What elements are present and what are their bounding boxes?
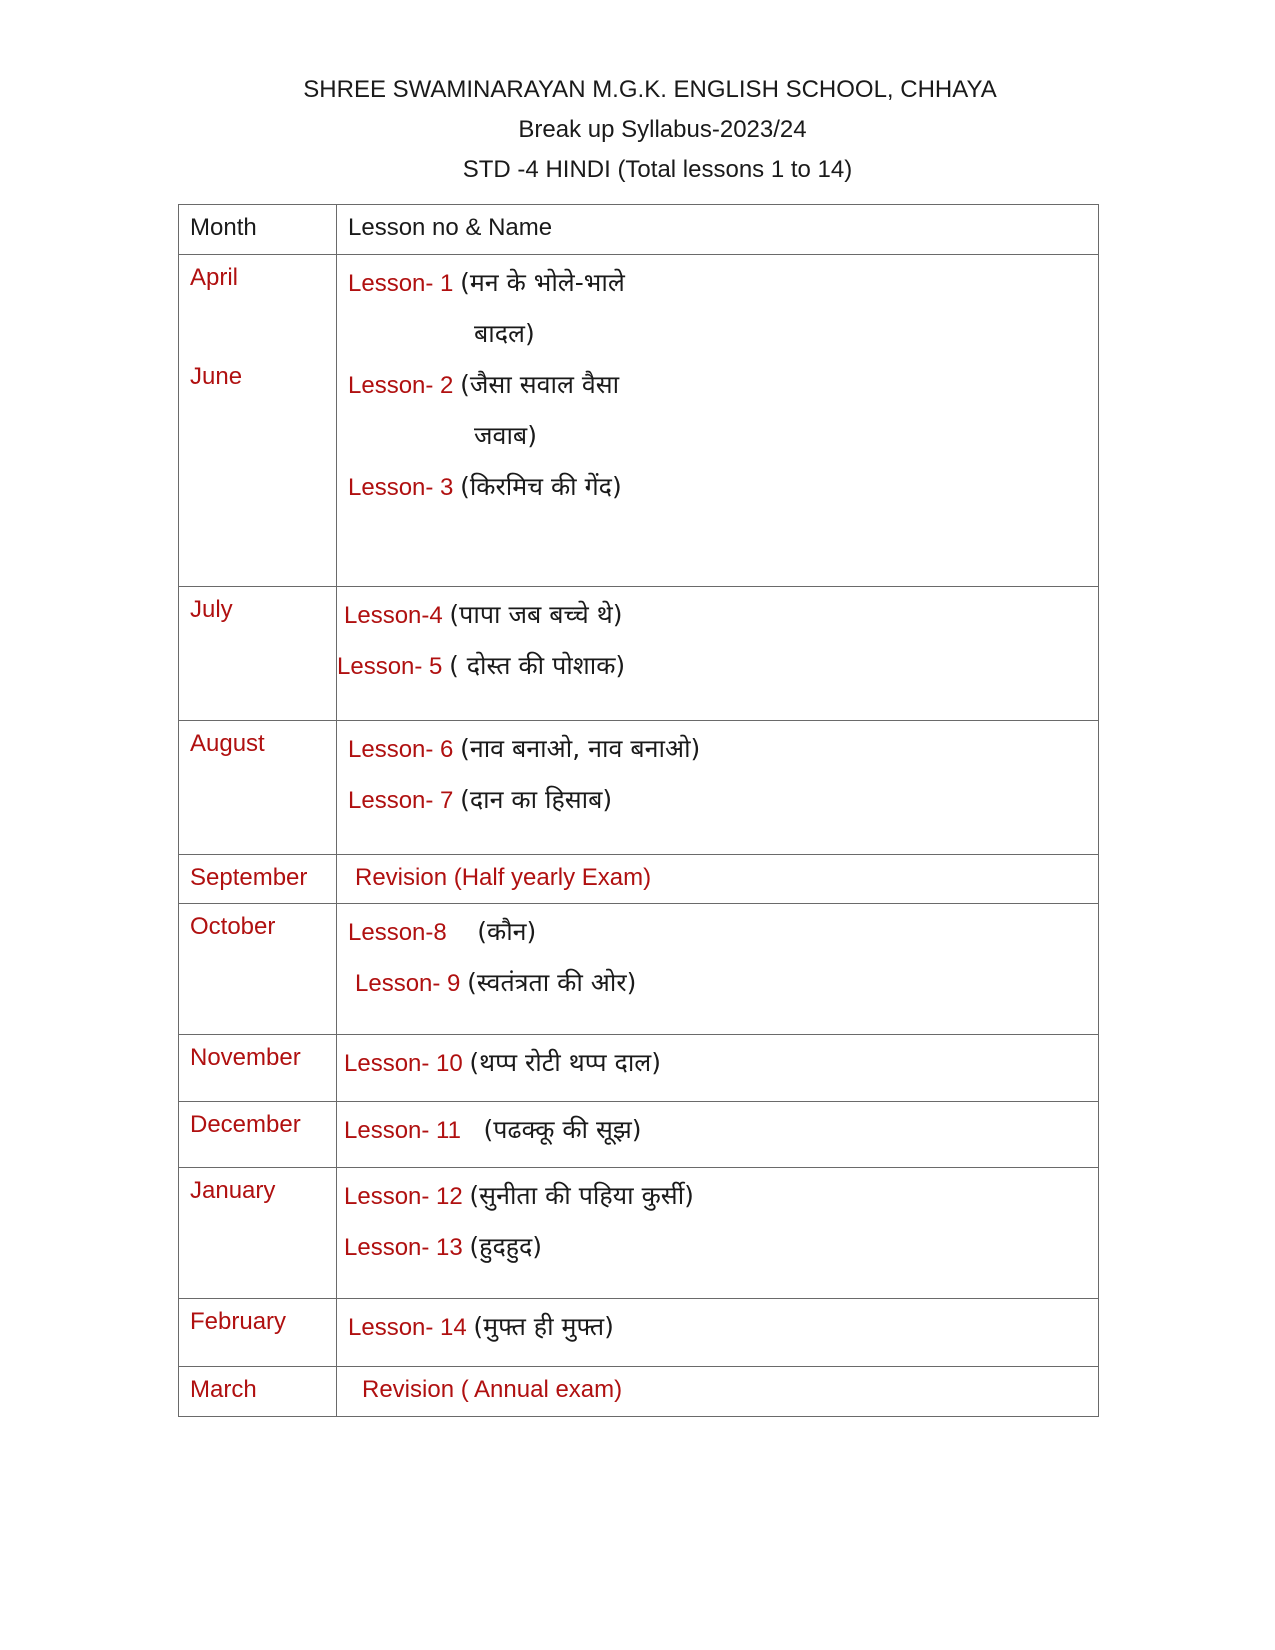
table-row <box>179 904 1099 1035</box>
lesson-cell <box>337 587 1099 721</box>
lesson-line: Lesson- 6 (नाव बनाओ, नाव बनाओ) <box>348 734 701 763</box>
lesson-cell <box>337 255 1099 587</box>
table-row <box>179 1168 1099 1299</box>
lesson-cell <box>337 1102 1099 1168</box>
lesson-line: Lesson- 5 ( दोस्त की पोशाक) <box>337 651 626 680</box>
table-row <box>179 1035 1099 1102</box>
lesson-name-continued: बादल) <box>474 319 535 348</box>
month-label: February <box>190 1308 287 1335</box>
lesson-cell <box>337 1299 1099 1367</box>
lesson-line: Lesson-4 (पापा जब बच्चे थे) <box>344 600 623 629</box>
month-cell <box>179 1299 337 1367</box>
lesson-line: Lesson- 13 (हुदहुद) <box>344 1232 543 1261</box>
month-label: December <box>190 1111 301 1138</box>
syllabus-title: Break up Syllabus-2023/24 <box>518 116 807 143</box>
header-cell-lesson: Lesson no & Name <box>337 205 1099 255</box>
lesson-line: Lesson- 1 (मन के भोले-भाले <box>348 268 625 297</box>
month-cell <box>179 1168 337 1299</box>
table-header-row <box>179 205 1099 255</box>
month-cell <box>179 1102 337 1168</box>
month-label: September <box>190 864 308 891</box>
lesson-cell <box>337 855 1099 904</box>
table-row <box>179 1367 1099 1417</box>
lesson-line: Lesson- 9 (स्वतंत्रता की ओर) <box>355 968 637 997</box>
month-cell <box>179 587 337 721</box>
month-label: July <box>190 596 233 623</box>
lesson-line: Lesson- 12 (सुनीता की पहिया कुर्सी) <box>344 1181 694 1210</box>
lesson-line: Lesson- 11 (पढक्कू की सूझ) <box>344 1115 642 1144</box>
month-cell <box>179 721 337 855</box>
month-cell <box>179 1367 337 1417</box>
revision-label: Revision (Half yearly Exam) <box>355 864 652 891</box>
month-cell <box>179 904 337 1035</box>
lesson-cell <box>337 1367 1099 1417</box>
table-row <box>179 721 1099 855</box>
table-row <box>179 1102 1099 1168</box>
lesson-line: Lesson-8 (कौन) <box>348 917 537 946</box>
table-row <box>179 1299 1099 1367</box>
month-cell <box>179 255 337 587</box>
table-row <box>179 855 1099 904</box>
table-row <box>179 255 1099 587</box>
header-cell-month: Month <box>179 205 337 255</box>
month-label: June <box>190 363 243 390</box>
table-row <box>179 587 1099 721</box>
lesson-line: Lesson- 14 (मुफ्त ही मुफ्त) <box>348 1312 614 1341</box>
school-name: SHREE SWAMINARAYAN M.G.K. ENGLISH SCHOOL, CHHAYA <box>303 76 997 103</box>
lesson-cell <box>337 1168 1099 1299</box>
month-cell <box>179 1035 337 1102</box>
lesson-cell <box>337 904 1099 1035</box>
revision-label: Revision ( Annual exam) <box>362 1376 623 1403</box>
month-cell <box>179 855 337 904</box>
syllabus-subtitle: STD -4 HINDI (Total lessons 1 to 14) <box>462 156 853 183</box>
month-label: January <box>190 1177 276 1204</box>
document-header <box>0 70 1275 190</box>
lesson-line: Lesson- 2 (जैसा सवाल वैसा <box>348 370 620 399</box>
lesson-line: Lesson- 10 (थप्प रोटी थप्प दाल) <box>344 1048 661 1077</box>
month-label: November <box>190 1044 301 1071</box>
month-label: October <box>190 913 276 940</box>
lesson-cell <box>337 721 1099 855</box>
lesson-line: Lesson- 7 (दान का हिसाब) <box>348 785 613 814</box>
lesson-cell <box>337 1035 1099 1102</box>
syllabus-table <box>178 204 1099 1417</box>
month-label: April <box>190 264 239 291</box>
lesson-line: Lesson- 3 (किरमिच की गेंद) <box>348 472 622 501</box>
month-label: August <box>190 730 265 757</box>
lesson-name-continued: जवाब) <box>474 421 537 450</box>
month-label: March <box>190 1376 257 1403</box>
